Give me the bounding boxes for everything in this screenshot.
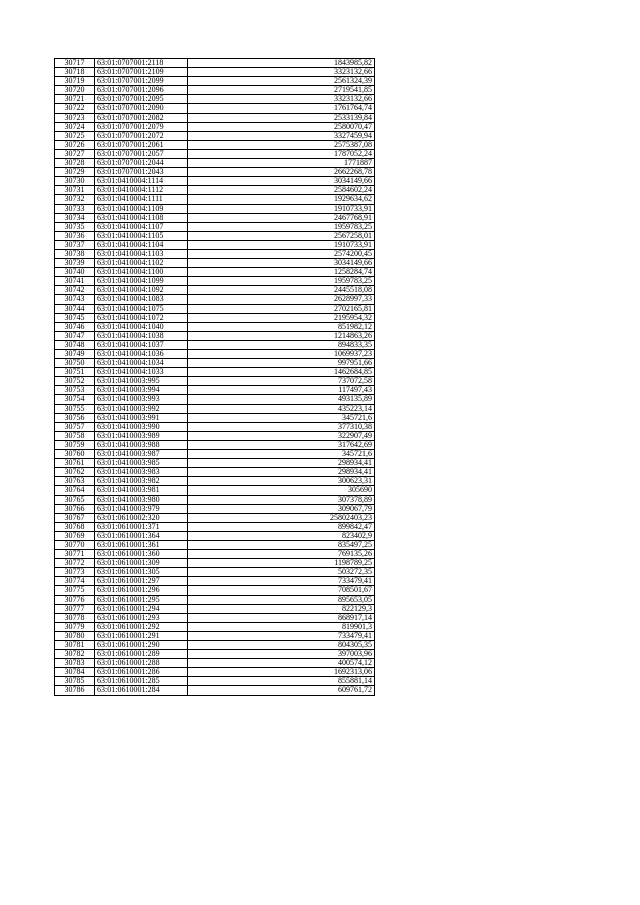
cadastral-number: 63:01:0410004:1040 <box>95 322 188 331</box>
row-number: 30734 <box>55 213 95 222</box>
row-number: 30771 <box>55 550 95 559</box>
cadastral-number: 63:01:0410003:989 <box>95 431 188 440</box>
cadastral-value: 317642,69 <box>188 440 375 449</box>
cadastral-value: 1692313,06 <box>188 668 375 677</box>
cadastral-number: 63:01:0410004:1037 <box>95 340 188 349</box>
cadastral-value: 1771887 <box>188 159 375 168</box>
row-number: 30773 <box>55 568 95 577</box>
cadastral-value: 804305,35 <box>188 641 375 650</box>
cadastral-value: 1462684,85 <box>188 368 375 377</box>
cadastral-value: 2628997,33 <box>188 295 375 304</box>
row-number: 30769 <box>55 531 95 540</box>
row-number: 30755 <box>55 404 95 413</box>
cadastral-number: 63:01:0410003:979 <box>95 504 188 513</box>
row-number: 30768 <box>55 522 95 531</box>
table-row <box>55 295 375 304</box>
table-row <box>55 513 375 522</box>
cadastral-number: 63:01:0410004:1102 <box>95 259 188 268</box>
row-number: 30725 <box>55 131 95 140</box>
cadastral-value: 3323132,66 <box>188 95 375 104</box>
cadastral-number: 63:01:0410003:990 <box>95 422 188 431</box>
cadastral-value: 117497,43 <box>188 386 375 395</box>
cadastral-value: 868917,14 <box>188 613 375 622</box>
table-row <box>55 413 375 422</box>
cadastral-value: 997951,66 <box>188 359 375 368</box>
cadastral-number: 63:01:0410004:1072 <box>95 313 188 322</box>
cadastral-value: 3327459,94 <box>188 131 375 140</box>
table-row <box>55 586 375 595</box>
table-row <box>55 595 375 604</box>
row-number: 30735 <box>55 222 95 231</box>
row-number: 30757 <box>55 422 95 431</box>
cadastral-number: 63:01:0610001:286 <box>95 668 188 677</box>
cadastral-value: 400574,12 <box>188 659 375 668</box>
cadastral-number: 63:01:0410003:995 <box>95 377 188 386</box>
cadastral-value: 819901,3 <box>188 622 375 631</box>
table-row <box>55 504 375 513</box>
row-number: 30751 <box>55 368 95 377</box>
cadastral-value: 305690 <box>188 486 375 495</box>
cadastral-value: 307378,89 <box>188 495 375 504</box>
row-number: 30728 <box>55 159 95 168</box>
row-number: 30741 <box>55 277 95 286</box>
cadastral-number: 63:01:0410004:1103 <box>95 249 188 258</box>
cadastral-number: 63:01:0410004:1100 <box>95 268 188 277</box>
cadastral-value: 1198789,25 <box>188 559 375 568</box>
table-row <box>55 395 375 404</box>
cadastral-value: 345721,6 <box>188 413 375 422</box>
row-number: 30748 <box>55 340 95 349</box>
cadastral-number: 63:01:0610001:364 <box>95 531 188 540</box>
cadastral-number: 63:01:0707001:2118 <box>95 59 188 68</box>
cadastral-value: 609761,72 <box>188 686 375 695</box>
row-number: 30784 <box>55 668 95 677</box>
table-row <box>55 222 375 231</box>
cadastral-value: 708501,67 <box>188 586 375 595</box>
cadastral-number: 63:01:0707001:2072 <box>95 131 188 140</box>
cadastral-number: 63:01:0410004:1114 <box>95 177 188 186</box>
row-number: 30767 <box>55 513 95 522</box>
table-row <box>55 486 375 495</box>
cadastral-value: 2195954,32 <box>188 313 375 322</box>
cadastral-value: 2574200,45 <box>188 249 375 258</box>
table-row <box>55 122 375 131</box>
cadastral-value: 2561324,39 <box>188 77 375 86</box>
row-number: 30747 <box>55 331 95 340</box>
row-number: 30739 <box>55 259 95 268</box>
row-number: 30745 <box>55 313 95 322</box>
row-number: 30742 <box>55 286 95 295</box>
cadastral-number: 63:01:0410003:980 <box>95 495 188 504</box>
cadastral-value: 25802403,23 <box>188 513 375 522</box>
cadastral-value: 1214863,26 <box>188 331 375 340</box>
row-number: 30761 <box>55 459 95 468</box>
cadastral-value: 2445518,08 <box>188 286 375 295</box>
row-number: 30718 <box>55 68 95 77</box>
row-number: 30783 <box>55 659 95 668</box>
cadastral-number: 63:01:0610002:320 <box>95 513 188 522</box>
row-number: 30732 <box>55 195 95 204</box>
table-row <box>55 604 375 613</box>
row-number: 30733 <box>55 204 95 213</box>
row-number: 30724 <box>55 122 95 131</box>
cadastral-value: 345721,6 <box>188 450 375 459</box>
cadastral-value: 2702165,81 <box>188 304 375 313</box>
row-number: 30721 <box>55 95 95 104</box>
table-row <box>55 104 375 113</box>
cadastral-value: 855881,14 <box>188 677 375 686</box>
cadastral-number: 63:01:0707001:2099 <box>95 77 188 86</box>
table-row <box>55 231 375 240</box>
row-number: 30743 <box>55 295 95 304</box>
row-number: 30752 <box>55 377 95 386</box>
cadastral-number: 63:01:0410004:1038 <box>95 331 188 340</box>
cadastral-number: 63:01:0610001:297 <box>95 577 188 586</box>
cadastral-number: 63:01:0610001:371 <box>95 522 188 531</box>
row-number: 30770 <box>55 540 95 549</box>
cadastral-number: 63:01:0707001:2057 <box>95 149 188 158</box>
cadastral-number: 63:01:0707001:2082 <box>95 113 188 122</box>
cadastral-number: 63:01:0707001:2096 <box>95 86 188 95</box>
table-row <box>55 313 375 322</box>
cadastral-value: 737072,58 <box>188 377 375 386</box>
cadastral-number: 63:01:0707001:2043 <box>95 168 188 177</box>
row-number: 30750 <box>55 359 95 368</box>
cadastral-number: 63:01:0410004:1108 <box>95 213 188 222</box>
table-row <box>55 113 375 122</box>
cadastral-number: 63:01:0610001:285 <box>95 677 188 686</box>
table-row <box>55 131 375 140</box>
cadastral-value: 1959783,25 <box>188 277 375 286</box>
cadastral-number: 63:01:0410004:1083 <box>95 295 188 304</box>
row-number: 30737 <box>55 240 95 249</box>
cadastral-value: 1959783,25 <box>188 222 375 231</box>
row-number: 30717 <box>55 59 95 68</box>
table-row <box>55 204 375 213</box>
row-number: 30720 <box>55 86 95 95</box>
cadastral-value: 899842,47 <box>188 522 375 531</box>
table-row <box>55 686 375 695</box>
cadastral-number: 63:01:0610001:294 <box>95 604 188 613</box>
cadastral-number: 63:01:0410004:1034 <box>95 359 188 368</box>
row-number: 30727 <box>55 149 95 158</box>
row-number: 30765 <box>55 495 95 504</box>
row-number: 30754 <box>55 395 95 404</box>
table-row <box>55 422 375 431</box>
cadastral-number: 63:01:0410003:994 <box>95 386 188 395</box>
cadastral-value: 397003,96 <box>188 650 375 659</box>
cadastral-value: 895653,05 <box>188 595 375 604</box>
table-row <box>55 613 375 622</box>
cadastral-number: 63:01:0610001:288 <box>95 659 188 668</box>
cadastral-number: 63:01:0707001:2044 <box>95 159 188 168</box>
cadastral-number: 63:01:0410004:1099 <box>95 277 188 286</box>
row-number: 30753 <box>55 386 95 395</box>
row-number: 30778 <box>55 613 95 622</box>
cadastral-value: 1069937,23 <box>188 350 375 359</box>
cadastral-value: 2580070,47 <box>188 122 375 131</box>
cadastral-number: 63:01:0610001:305 <box>95 568 188 577</box>
cadastral-number: 63:01:0610001:360 <box>95 550 188 559</box>
cadastral-number: 63:01:0410003:991 <box>95 413 188 422</box>
row-number: 30766 <box>55 504 95 513</box>
cadastral-value: 3034149,66 <box>188 259 375 268</box>
row-number: 30781 <box>55 641 95 650</box>
row-number: 30760 <box>55 450 95 459</box>
row-number: 30726 <box>55 140 95 149</box>
row-number: 30756 <box>55 413 95 422</box>
cadastral-value: 822129,3 <box>188 604 375 613</box>
cadastral-value: 2662268,78 <box>188 168 375 177</box>
table-row <box>55 213 375 222</box>
table-row <box>55 304 375 313</box>
cadastral-number: 63:01:0410003:981 <box>95 486 188 495</box>
cadastral-number: 63:01:0410004:1036 <box>95 350 188 359</box>
cadastral-value: 298934,41 <box>188 459 375 468</box>
table-row <box>55 522 375 531</box>
cadastral-value: 733479,41 <box>188 577 375 586</box>
row-number: 30777 <box>55 604 95 613</box>
row-number: 30722 <box>55 104 95 113</box>
row-number: 30759 <box>55 440 95 449</box>
row-number: 30786 <box>55 686 95 695</box>
row-number: 30729 <box>55 168 95 177</box>
cadastral-number: 63:01:0410003:993 <box>95 395 188 404</box>
cadastral-number: 63:01:0410004:1104 <box>95 240 188 249</box>
row-number: 30772 <box>55 559 95 568</box>
cadastral-value: 3034149,66 <box>188 177 375 186</box>
cadastral-number: 63:01:0707001:2061 <box>95 140 188 149</box>
row-number: 30779 <box>55 622 95 631</box>
cadastral-number: 63:01:0410004:1109 <box>95 204 188 213</box>
cadastral-value: 3323132,66 <box>188 68 375 77</box>
cadastral-number: 63:01:0707001:2090 <box>95 104 188 113</box>
cadastral-value: 2584602,24 <box>188 186 375 195</box>
cadastral-number: 63:01:0610001:295 <box>95 595 188 604</box>
cadastral-number: 63:01:0410004:1033 <box>95 368 188 377</box>
cadastral-value: 769135,26 <box>188 550 375 559</box>
cadastral-value: 1843985,82 <box>188 59 375 68</box>
cadastral-value: 1910733,91 <box>188 240 375 249</box>
row-number: 30764 <box>55 486 95 495</box>
row-number: 30731 <box>55 186 95 195</box>
cadastral-number: 63:01:0610001:361 <box>95 540 188 549</box>
row-number: 30730 <box>55 177 95 186</box>
cadastral-number: 63:01:0610001:284 <box>95 686 188 695</box>
cadastral-value: 1910733,91 <box>188 204 375 213</box>
cadastral-number: 63:01:0610001:293 <box>95 613 188 622</box>
row-number: 30758 <box>55 431 95 440</box>
cadastral-number: 63:01:0410004:1105 <box>95 231 188 240</box>
cadastral-number: 63:01:0410004:1092 <box>95 286 188 295</box>
cadastral-value: 894833,35 <box>188 340 375 349</box>
cadastral-value: 2719541,85 <box>188 86 375 95</box>
cadastral-value: 823402,9 <box>188 531 375 540</box>
row-number: 30776 <box>55 595 95 604</box>
cadastral-number: 63:01:0410004:1107 <box>95 222 188 231</box>
cadastral-number: 63:01:0707001:2109 <box>95 68 188 77</box>
cadastral-number: 63:01:0410004:1075 <box>95 304 188 313</box>
cadastral-number: 63:01:0610001:290 <box>95 641 188 650</box>
cadastral-value-table <box>54 58 375 696</box>
cadastral-value: 1787052,24 <box>188 149 375 158</box>
row-number: 30785 <box>55 677 95 686</box>
row-number: 30746 <box>55 322 95 331</box>
table-row <box>55 495 375 504</box>
cadastral-value: 2575387,08 <box>188 140 375 149</box>
cadastral-value: 309067,79 <box>188 504 375 513</box>
cadastral-value: 503272,35 <box>188 568 375 577</box>
row-number: 30782 <box>55 650 95 659</box>
cadastral-number: 63:01:0410004:1112 <box>95 186 188 195</box>
cadastral-value: 377310,38 <box>188 422 375 431</box>
table-body <box>55 59 375 696</box>
row-number: 30738 <box>55 249 95 258</box>
row-number: 30762 <box>55 468 95 477</box>
cadastral-number: 63:01:0410003:992 <box>95 404 188 413</box>
cadastral-number: 63:01:0410003:982 <box>95 477 188 486</box>
cadastral-value: 1929634,62 <box>188 195 375 204</box>
row-number: 30780 <box>55 631 95 640</box>
cadastral-value: 435223,14 <box>188 404 375 413</box>
cadastral-number: 63:01:0610001:291 <box>95 631 188 640</box>
cadastral-number: 63:01:0610001:309 <box>95 559 188 568</box>
cadastral-value: 493135,89 <box>188 395 375 404</box>
cadastral-number: 63:01:0410003:985 <box>95 459 188 468</box>
cadastral-number: 63:01:0610001:289 <box>95 650 188 659</box>
row-number: 30744 <box>55 304 95 313</box>
row-number: 30719 <box>55 77 95 86</box>
cadastral-value: 2567258,01 <box>188 231 375 240</box>
table-row <box>55 195 375 204</box>
cadastral-value: 322907,49 <box>188 431 375 440</box>
cadastral-number: 63:01:0610001:296 <box>95 586 188 595</box>
cadastral-value: 2467768,91 <box>188 213 375 222</box>
cadastral-number: 63:01:0410003:988 <box>95 440 188 449</box>
cadastral-value: 835497,25 <box>188 540 375 549</box>
cadastral-number: 63:01:0610001:292 <box>95 622 188 631</box>
cadastral-number: 63:01:0707001:2079 <box>95 122 188 131</box>
cadastral-number: 63:01:0410003:983 <box>95 468 188 477</box>
row-number: 30723 <box>55 113 95 122</box>
row-number: 30740 <box>55 268 95 277</box>
cadastral-number: 63:01:0410003:987 <box>95 450 188 459</box>
row-number: 30774 <box>55 577 95 586</box>
row-number: 30736 <box>55 231 95 240</box>
cadastral-value: 300623,31 <box>188 477 375 486</box>
cadastral-number: 63:01:0707001:2095 <box>95 95 188 104</box>
row-number: 30749 <box>55 350 95 359</box>
row-number: 30763 <box>55 477 95 486</box>
cadastral-value: 1258284,74 <box>188 268 375 277</box>
cadastral-value: 733479,41 <box>188 631 375 640</box>
table-row <box>55 322 375 331</box>
table-row <box>55 404 375 413</box>
row-number: 30775 <box>55 586 95 595</box>
cadastral-number: 63:01:0410004:1111 <box>95 195 188 204</box>
cadastral-value: 1761764,74 <box>188 104 375 113</box>
cadastral-value: 2533139,84 <box>188 113 375 122</box>
cadastral-value: 298934,41 <box>188 468 375 477</box>
cadastral-value: 851982,12 <box>188 322 375 331</box>
